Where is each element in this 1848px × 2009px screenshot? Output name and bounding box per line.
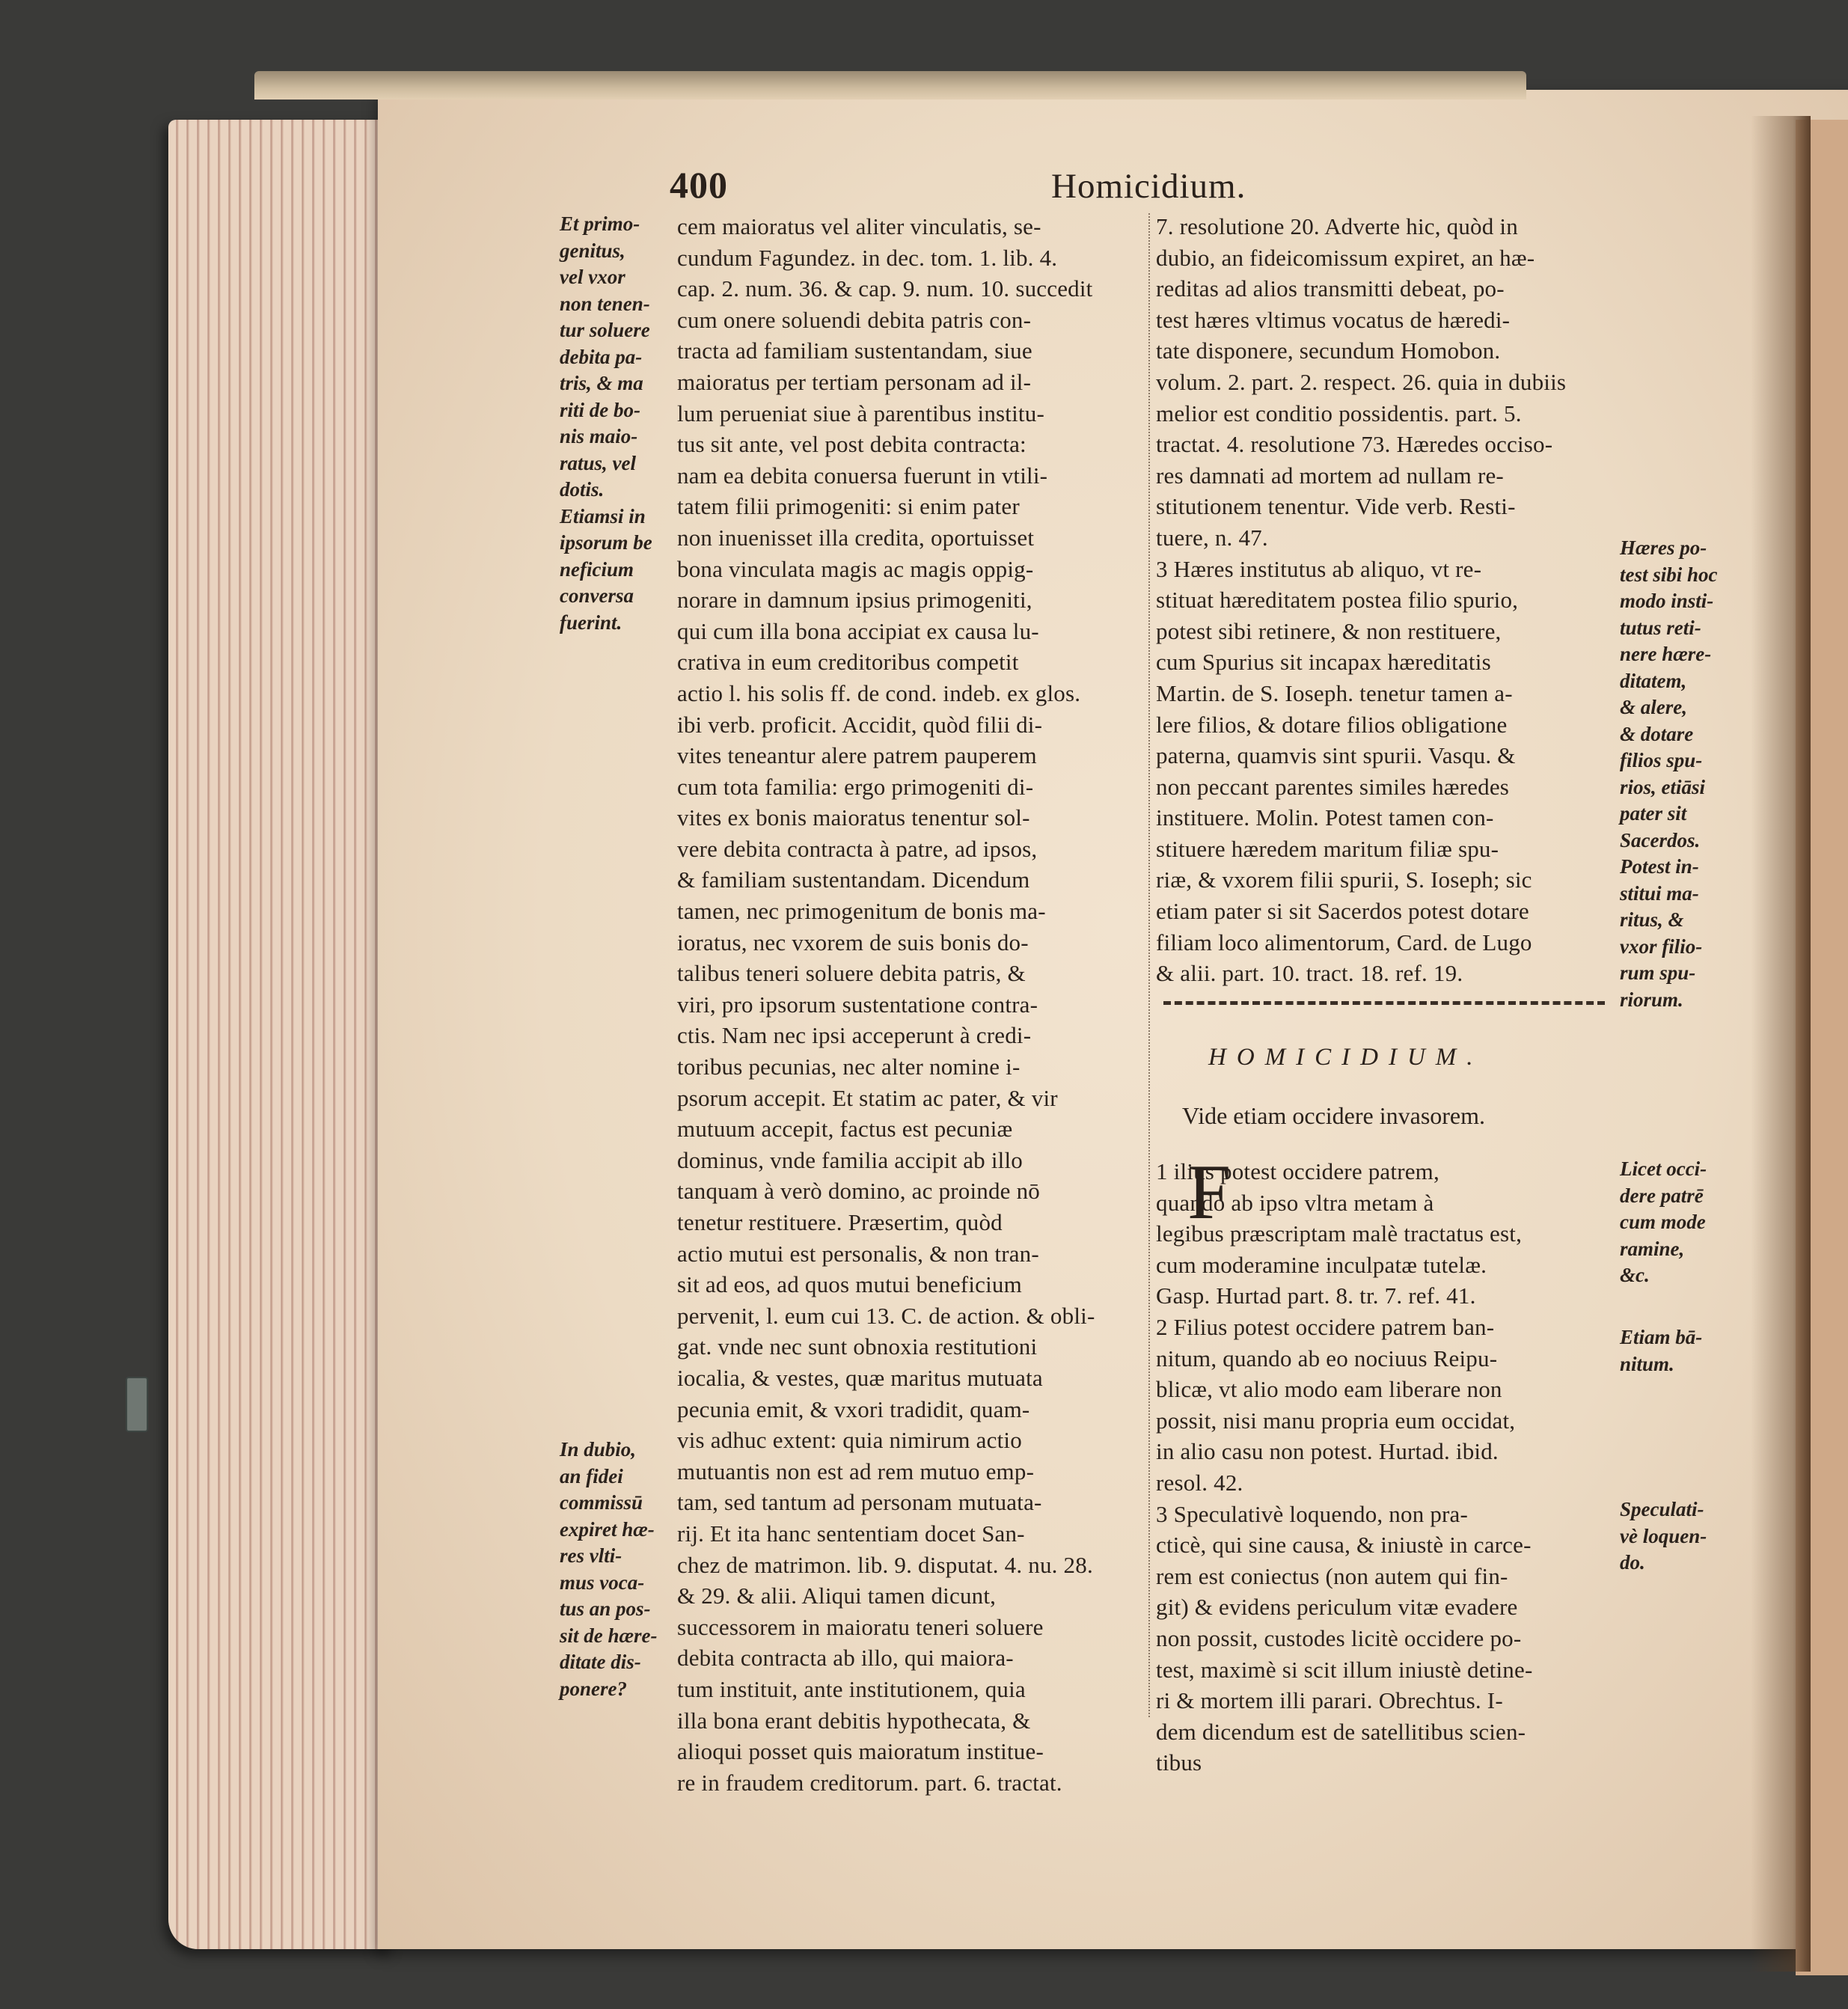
margin-note-line: ponere?	[560, 1677, 627, 1700]
margin-note-line: nitum.	[1620, 1352, 1674, 1375]
text-line: volum. 2. part. 2. respect. 26. quia in dubiis	[1156, 368, 1567, 395]
margin-note-line: rios, etiāsi	[1620, 775, 1706, 798]
running-head: Homicidium.	[1051, 167, 1246, 206]
margin-note-line: Etiamsi in	[560, 504, 646, 528]
text-line: ctis. Nam nec ipsi acceperunt à credi-	[677, 1022, 1032, 1049]
margin-note-line: neficium	[560, 557, 634, 581]
margin-note-line: non tenen-	[560, 292, 650, 315]
text-line: successorem in maioratu teneri soluere	[677, 1613, 1044, 1640]
margin-note-line: test sibi hoc	[1620, 563, 1718, 586]
text-line: test, maximè si scit illum iniustè detine-	[1156, 1656, 1533, 1683]
see-also: Vide etiam occidere invasorem.	[1182, 1102, 1486, 1129]
text-line: non inuenisset illa credita, oportuisset	[677, 524, 1035, 551]
text-line: & familiam sustentandam. Dicendum	[677, 866, 1030, 893]
margin-note-line: ditate dis-	[560, 1651, 641, 1673]
margin-note-right-2	[1620, 1156, 1707, 1289]
text-line: ri & mortem illi parari. Obrechtus. I-	[1156, 1687, 1503, 1714]
margin-note-line: riorum.	[1620, 988, 1683, 1011]
text-line: tus sit ante, vel post debita contracta:	[677, 431, 1027, 458]
top-page-edge	[254, 71, 1526, 100]
margin-note-line: Sacerdos.	[1620, 828, 1701, 851]
text-line: instituere. Molin. Potest tamen con-	[1156, 804, 1494, 831]
text-line: tanquam à verò domino, ac proinde nō	[677, 1178, 1040, 1205]
margin-note-line: tris, & ma	[560, 372, 643, 394]
margin-note-line: commissū	[560, 1491, 643, 1514]
text-line: tibus	[1156, 1749, 1202, 1776]
page-number: 400	[670, 164, 728, 206]
margin-note-line: tutus reti-	[1620, 616, 1701, 639]
text-line: debita contracta ab illo, qui maiora-	[677, 1645, 1014, 1672]
text-line: legibus præscriptam malè tractatus est,	[1156, 1220, 1523, 1247]
margin-note-line: ritus, &	[1620, 908, 1684, 931]
text-line: qui cum illa bona accipiat ex causa lu-	[677, 617, 1039, 644]
text-line: iocalia, & vestes, quæ maritus mutuata	[677, 1364, 1043, 1391]
text-line: cticè, qui sine causa, & iniustè in carce-	[1156, 1532, 1532, 1559]
text-line: reditas ad alios transmitti debeat, po-	[1156, 275, 1505, 302]
text-line: cum moderamine inculpatæ tutelæ.	[1156, 1251, 1487, 1278]
margin-note-line: nis maio-	[560, 425, 638, 447]
text-line: ioratus, nec vxorem de suis bonis do-	[677, 929, 1029, 955]
text-line: actio l. his solis ff. de cond. indeb. ex glos.	[677, 679, 1081, 706]
margin-note-line: mus voca-	[560, 1571, 645, 1594]
margin-note-line: cum mode	[1620, 1211, 1706, 1233]
text-line: & alii. part. 10. tract. 18. ref. 19.	[1156, 960, 1463, 987]
text-line: res damnati ad mortem ad nullam re-	[1156, 462, 1504, 489]
text-line: rij. Et ita hanc sententiam docet San-	[677, 1520, 1025, 1547]
right-column-bottom	[1156, 1148, 1533, 1779]
text-line: non peccant parentes similes hæredes	[1156, 773, 1510, 800]
text-line: nam ea debita conuersa fuerunt in vtili-	[677, 462, 1048, 489]
text-line: cum onere soluendi debita patris con-	[677, 306, 1032, 333]
margin-note-left-1	[560, 211, 652, 636]
margin-note-line: In dubio,	[560, 1438, 637, 1461]
text-line: test hæres vltimus vocatus de hæredi-	[1156, 306, 1511, 333]
text-line: git) & evidens periculum vitæ evadere	[1156, 1594, 1518, 1621]
text-line: 3 Hæres institutus ab aliquo, vt re-	[1156, 555, 1482, 582]
text-line: rem est coniectus (non autem qui fin-	[1156, 1562, 1508, 1589]
margin-note-line: &c.	[1620, 1264, 1650, 1286]
text-line: tamen, nec primogenitum de bonis ma-	[677, 898, 1046, 925]
margin-note-line: pater sit	[1620, 802, 1687, 825]
margin-note-line: Speculati-	[1620, 1498, 1704, 1520]
margin-note-line: vxor filio-	[1620, 935, 1703, 958]
text-line: stitutionem tenentur. Vide verb. Resti-	[1156, 493, 1516, 520]
margin-note-line: ipsorum be	[560, 531, 652, 554]
text-line: dem dicendum est de satellitibus scien-	[1156, 1718, 1526, 1745]
clasp-icon	[126, 1377, 148, 1432]
margin-note-line: nere hære-	[1620, 643, 1712, 665]
margin-note-line: expiret hæ-	[560, 1517, 655, 1541]
text-line: paterna, quamvis sint spurii. Vasqu. &	[1156, 742, 1516, 769]
column-divider	[1148, 213, 1150, 1717]
text-line: stituere hæredem maritum filiæ spu-	[1156, 835, 1499, 862]
text-line: pecunia emit, & vxori tradidit, quam-	[677, 1395, 1030, 1422]
margin-note-line: modo insti-	[1620, 590, 1714, 612]
text-line: cum tota familia: ergo primogeniti di-	[677, 773, 1034, 800]
text-line: vites teneantur alere patrem pauperem	[677, 742, 1037, 769]
text-line: ibi verb. proficit. Accidit, quòd filii di-	[677, 711, 1043, 738]
margin-note-line: & alere,	[1620, 696, 1687, 718]
text-line: illa bona erant debitis hypothecata, &	[677, 1707, 1031, 1734]
text-line: 1 ilius potest occidere patrem,	[1156, 1158, 1439, 1184]
text-line: psorum accepit. Et statim ac pater, & vir	[677, 1084, 1058, 1111]
text-line: lere filios, & dotare filios obligatione	[1156, 711, 1508, 738]
margin-note-line: riti de bo-	[560, 398, 640, 421]
margin-note-line: vè loquen-	[1620, 1524, 1707, 1547]
text-line: in alio casu non potest. Hurtad. ibid.	[1156, 1438, 1499, 1465]
text-line: tenetur restituere. Præsertim, quòd	[677, 1209, 1003, 1235]
margin-note-line: dotis.	[560, 478, 605, 501]
margin-note-line: Et primo-	[560, 212, 640, 235]
margin-note-line: filios spu-	[1620, 749, 1703, 771]
text-line: potest sibi retinere, & non restituere,	[1156, 617, 1502, 644]
text-line: bona vinculata magis ac magis oppig-	[677, 555, 1034, 582]
text-line: sit ad eos, ad quos mutui beneficium	[677, 1271, 1022, 1298]
text-line: vere debita contracta à patre, ad ipsos,	[677, 835, 1038, 862]
margin-note-line: an fidei	[560, 1464, 623, 1487]
margin-note-line: tus an pos-	[560, 1597, 651, 1620]
text-line: cundum Fagundez. in dec. tom. 1. lib. 4.	[677, 244, 1058, 271]
text-line: tam, sed tantum ad personam mutuata-	[677, 1489, 1042, 1516]
text-line: gat. vnde nec sunt obnoxia restitutioni	[677, 1333, 1038, 1360]
margin-note-line: ramine,	[1620, 1237, 1685, 1260]
margin-note-left-2	[560, 1437, 658, 1702]
text-line: crativa in eum creditoribus competit	[677, 649, 1019, 676]
left-column	[677, 211, 1141, 1798]
margin-note-line: fuerint.	[560, 611, 622, 634]
text-line: norare in damnum ipsius primogeniti,	[677, 587, 1032, 614]
text-line: tuere, n. 47.	[1156, 524, 1268, 551]
text-line: lum perueniat siue à parentibus institu-	[677, 400, 1044, 426]
margin-note-right-1	[1620, 535, 1718, 1013]
margin-note-line: dere patrē	[1620, 1184, 1704, 1207]
text-line: cum Spurius sit incapax hæreditatis	[1156, 649, 1491, 676]
text-line: cap. 2. num. 36. & cap. 9. num. 10. succedit	[677, 275, 1093, 302]
margin-note-line: sit de hære-	[560, 1624, 658, 1647]
right-column-top	[1156, 211, 1612, 989]
margin-note-line: Potest in-	[1620, 855, 1699, 878]
margin-note-line: conversa	[560, 584, 634, 607]
text-line: re in fraudem creditorum. part. 6. tractat.	[677, 1769, 1062, 1796]
margin-note-line: Etiam bā-	[1620, 1326, 1703, 1348]
text-line: actio mutui est personalis, & non tran-	[677, 1240, 1039, 1267]
text-line: vis adhuc extent: quia nimirum actio	[677, 1427, 1022, 1454]
text-line: possit, nisi manu propria eum occidat,	[1156, 1407, 1516, 1434]
text-line: riæ, & vxorem filii spurii, S. Ioseph; sic	[1156, 866, 1532, 893]
text-line: mutuum accepit, factus est pecuniæ	[677, 1116, 1013, 1143]
margin-note-line: debita pa-	[560, 345, 643, 368]
text-line: chez de matrimon. lib. 9. disputat. 4. nu. 28.	[677, 1551, 1093, 1578]
margin-note-line: do.	[1620, 1551, 1645, 1574]
text-line: dominus, vnde familia accipit ab illo	[677, 1146, 1023, 1173]
margin-note-line: & dotare	[1620, 722, 1694, 745]
margin-note-line: ditatem,	[1620, 669, 1687, 692]
text-line: mutuantis non est ad rem mutuo emp-	[677, 1458, 1035, 1484]
text-line: stituat hæreditatem postea filio spurio,	[1156, 587, 1519, 614]
text-line: maioratus per tertiam personam ad il-	[677, 368, 1032, 395]
text-line: blicæ, vt alio modo eam liberare non	[1156, 1376, 1502, 1403]
section-heading: HOMICIDIUM.	[1208, 1044, 1484, 1071]
text-line: filiam loco alimentorum, Card. de Lugo	[1156, 929, 1532, 955]
text-line: talibus teneri soluere debita patris, &	[677, 960, 1026, 987]
text-line: etiam pater si sit Sacerdos potest dotare	[1156, 898, 1529, 925]
text-line: 7. resolutione 20. Adverte hic, quòd in	[1156, 213, 1518, 239]
page-edges	[168, 120, 393, 1949]
margin-note-line: ratus, vel	[560, 451, 637, 474]
text-line: quando ab ipso vltra metam à	[1156, 1189, 1434, 1216]
text-line: Gasp. Hurtad part. 8. tr. 7. ref. 41.	[1156, 1282, 1476, 1309]
text-line: Martin. de S. Ioseph. tenetur tamen a-	[1156, 679, 1513, 706]
text-line: 2 Filius potest occidere patrem ban-	[1156, 1313, 1495, 1340]
margin-note-right-4	[1620, 1496, 1707, 1577]
text-line: & 29. & alii. Aliqui tamen dicunt,	[677, 1583, 997, 1609]
text-line: melior est conditio possidentis. part. 5.	[1156, 400, 1522, 426]
margin-note-line: Licet occi-	[1620, 1158, 1707, 1180]
text-line: viri, pro ipsorum sustentatione contra-	[677, 991, 1038, 1018]
margin-note-line: tur soluere	[560, 319, 650, 341]
margin-note-line: res vlti-	[560, 1544, 622, 1567]
text-line: vites ex bonis maioratus tenentur sol-	[677, 804, 1030, 831]
dropcap: F	[1187, 1148, 1232, 1235]
margin-note-line: stitui ma-	[1620, 881, 1699, 905]
text-line: tracta ad familiam sustentandam, siue	[677, 337, 1032, 364]
text-line: pervenit, l. eum cui 13. C. de action. & obli-	[677, 1302, 1095, 1329]
margin-note-line: genitus,	[560, 239, 625, 262]
text-line: tum instituit, ante institutionem, quia	[677, 1675, 1026, 1702]
text-line: toribus pecunias, nec alter nomine i-	[677, 1054, 1021, 1080]
gutter-shadow	[1751, 116, 1811, 1972]
text-line: cem maioratus vel aliter vinculatis, se-	[677, 213, 1041, 239]
text-line: non possit, custodes licitè occidere po-	[1156, 1624, 1522, 1651]
text-line: tatem filii primogeniti: si enim pater	[677, 493, 1020, 520]
margin-note-line: Hæres po-	[1620, 536, 1707, 559]
text-line: alioqui posset quis maioratum institue-	[677, 1738, 1044, 1765]
text-line: 3 Speculativè loquendo, non pra-	[1156, 1500, 1469, 1527]
margin-note-line: rum spu-	[1620, 961, 1696, 984]
text-line: tate disponere, secundum Homobon.	[1156, 337, 1501, 364]
text-line: resol. 42.	[1156, 1469, 1243, 1496]
margin-note-right-3	[1620, 1324, 1702, 1377]
text-line: dubio, an fideicomissum expiret, an hæ-	[1156, 244, 1535, 271]
text-line: nitum, quando ab eo nociuus Reipu-	[1156, 1345, 1498, 1372]
text-line: tractat. 4. resolutione 73. Hæredes occiso-	[1156, 431, 1553, 458]
section-rule	[1163, 1001, 1605, 1005]
margin-note-line: vel vxor	[560, 266, 625, 288]
